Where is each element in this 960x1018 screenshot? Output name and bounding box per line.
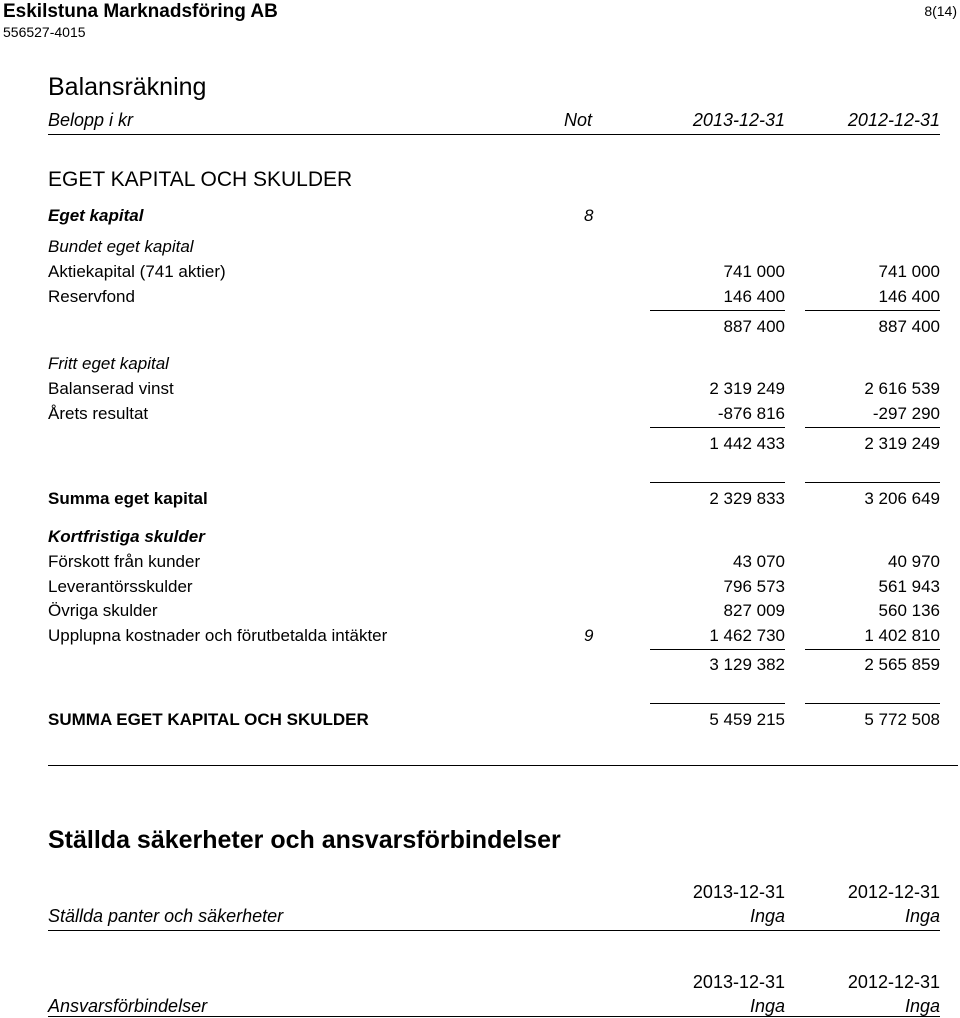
panter-2013: Inga	[749, 906, 785, 926]
col-header-2013: 2013-12-31	[692, 110, 785, 130]
grand-total-2012: 5 772 508	[864, 710, 940, 729]
fritt-heading: Fritt eget kapital	[48, 354, 169, 373]
row-label-upplupna: Upplupna kostnader och förutbetalda intäkter	[48, 626, 388, 645]
sum-rule	[650, 310, 785, 311]
value-2012: 560 136	[878, 601, 940, 620]
value-2012: 146 400	[878, 287, 940, 306]
row-label-leverantorsskulder: Leverantörsskulder	[48, 577, 193, 596]
panter-2012: Inga	[904, 906, 940, 926]
value-2013: 741 000	[723, 262, 785, 281]
value-2013: 796 573	[723, 577, 785, 596]
value-2013: -876 816	[717, 404, 785, 423]
pledges-col-2012: 2012-12-31	[847, 882, 940, 902]
subtotal-2013: 3 129 382	[709, 655, 785, 674]
row-label-aktiekapital: Aktiekapital (741 aktier)	[48, 262, 226, 281]
subtotal-2013: 887 400	[723, 317, 785, 336]
total-2012: 3 206 649	[864, 489, 940, 508]
value-2012: 40 970	[888, 552, 940, 571]
subtotal-2012: 2 319 249	[864, 434, 940, 453]
sum-rule	[650, 703, 785, 704]
summa-eget-kapital-label: Summa eget kapital	[48, 489, 208, 508]
ansvar-2012: Inga	[904, 996, 940, 1016]
row-label-ovriga-skulder: Övriga skulder	[48, 601, 158, 620]
amount-label: Belopp i kr	[48, 110, 134, 130]
note-ref-9: 9	[584, 626, 594, 645]
subtotal-2013: 1 442 433	[709, 434, 785, 453]
value-2012: 1 402 810	[864, 626, 940, 645]
section-title: EGET KAPITAL OCH SKULDER	[48, 168, 353, 191]
header-rule	[48, 134, 940, 135]
subtotal-2012: 2 565 859	[864, 655, 940, 674]
value-2013: 827 009	[723, 601, 785, 620]
sum-rule	[805, 310, 940, 311]
pledges-title: Ställda säkerheter och ansvarsförbindelser	[48, 826, 561, 854]
value-2013: 1 462 730	[709, 626, 785, 645]
value-2012: 741 000	[878, 262, 940, 281]
sum-rule	[650, 482, 785, 483]
page-number: 8(14)	[924, 3, 957, 19]
value-2012: 561 943	[878, 577, 940, 596]
sum-rule	[805, 482, 940, 483]
row-label-arets-resultat: Årets resultat	[48, 404, 149, 423]
page-title: Balansräkning	[48, 73, 207, 101]
pledges-col-2013: 2013-12-31	[692, 882, 785, 902]
ansvar-rule	[48, 1016, 940, 1017]
grand-total-2013: 5 459 215	[709, 710, 785, 729]
section-divider	[48, 765, 958, 766]
value-2012: 2 616 539	[864, 379, 940, 398]
col-header-not: Not	[564, 110, 593, 130]
ansvar-label: Ansvarsförbindelser	[48, 996, 208, 1016]
sum-rule	[805, 703, 940, 704]
sum-rule	[805, 427, 940, 428]
sum-rule	[650, 649, 785, 650]
row-label-balanserad-vinst: Balanserad vinst	[48, 379, 174, 398]
panter-rule	[48, 930, 940, 931]
sum-rule	[650, 427, 785, 428]
panter-label: Ställda panter och säkerheter	[48, 906, 284, 926]
total-2013: 2 329 833	[709, 489, 785, 508]
row-label-forskott: Förskott från kunder	[48, 552, 201, 571]
subtotal-2012: 887 400	[878, 317, 940, 336]
company-name: Eskilstuna Marknadsföring AB	[3, 1, 278, 22]
ansvar-col-2012: 2012-12-31	[847, 972, 940, 992]
eget-kapital-heading: Eget kapital	[48, 206, 144, 225]
value-2013: 2 319 249	[709, 379, 785, 398]
ansvar-2013: Inga	[749, 996, 785, 1016]
note-ref-8: 8	[584, 206, 594, 225]
value-2013: 146 400	[723, 287, 785, 306]
row-label-reservfond: Reservfond	[48, 287, 135, 306]
org-number: 556527-4015	[3, 24, 86, 40]
bundet-heading: Bundet eget kapital	[48, 237, 194, 256]
col-header-2012: 2012-12-31	[847, 110, 940, 130]
kortfristiga-heading: Kortfristiga skulder	[48, 527, 205, 546]
sum-rule	[805, 649, 940, 650]
value-2012: -297 290	[872, 404, 940, 423]
ansvar-col-2013: 2013-12-31	[692, 972, 785, 992]
summa-total-label: SUMMA EGET KAPITAL OCH SKULDER	[48, 710, 369, 729]
value-2013: 43 070	[733, 552, 785, 571]
